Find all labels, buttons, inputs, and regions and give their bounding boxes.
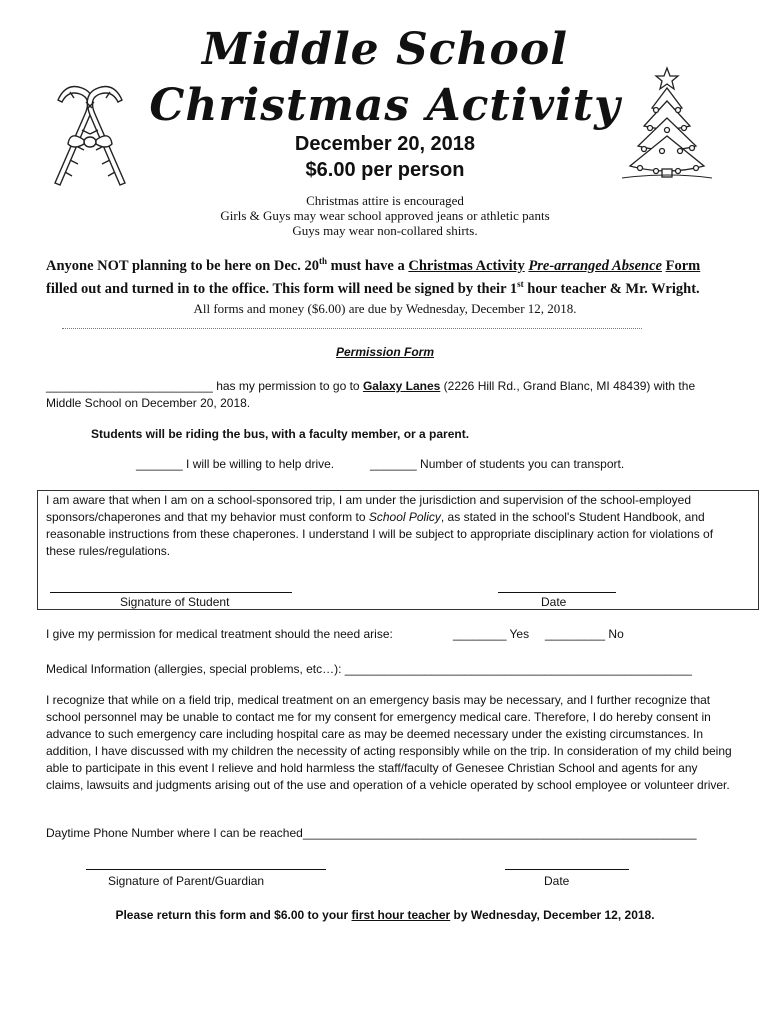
absence-notice: Anyone NOT planning to be here on Dec. 20th must have a Christmas Activity Pre-arranged Absence Form filled out and turned in to the office. This form will need be signed by their 1st hour teacher & Mr. Wright. [46,256,701,297]
student-date-line[interactable] [498,592,616,593]
drive-blank[interactable]: _______ [136,457,183,471]
due-note: All forms and money ($6.00) are due by Wednesday, December 12, 2018. [193,301,577,316]
student-date-label: Date [541,595,567,609]
return-instructions: Please return this form and $6.00 to your first hour teacher by Wednesday, December 12, 2018. [115,908,655,922]
medical-yes[interactable]: ________ Yes [453,627,530,641]
guardian-date-label: Date [544,874,570,888]
guardian-signature-label: Signature of Parent/Guardian [108,874,265,888]
medical-permission: I give my permission for medical treatment should the need arise: [46,627,393,641]
dress-code-3: Guys may wear non-collared shirts. [292,223,478,238]
dress-code-1: Christmas attire is encouraged [306,193,464,208]
medical-info-blank[interactable]: ____________________________________________________ [344,662,692,676]
permission-statement: _________________________ has my permission to go to Galaxy Lanes (2226 Hill Rd., Grand Blanc, MI 48439) with the Middle School on December 20, 2018. [46,379,696,410]
title-line-1: Middle School [202,24,568,75]
phone-blank[interactable]: ___________________________________________________________ [302,826,697,840]
event-price: $6.00 per person [305,159,465,181]
students-transport-option: _______ Number of students you can transport. [370,457,625,471]
drive-option: _______ I will be willing to help drive. [136,457,335,471]
student-signature-label: Signature of Student [120,595,230,609]
permission-form-heading: Permission Form [335,345,435,359]
event-date: December 20, 2018 [294,133,476,155]
guardian-date-line[interactable] [505,869,629,870]
student-signature-line[interactable] [50,592,292,593]
agreement-text: I am aware that when I am on a school-sponsored trip, I am under the jurisdiction and supervision of the school-employed sponsors/chaperones and that my behavior must conform to School Policy, as stated in the school's Student Handbook, and reasonable instructions from these chaperones. I understand I will be subject to appropriate disciplinary action for violations of these rules/regulations. [46,493,714,558]
guardian-signature-line[interactable] [86,869,326,870]
medical-consent: I recognize that while on a field trip, medical treatment on an emergency basis may be necessary, and I further recognize that school personnel may be unable to contact me for my consent for emergency medical care. Therefore, I do hereby consent in advance to such emergency care including hospital care as may be deemed necessary under the existing circumstances. In addition, I have discussed with my children the necessity of acting responsibly while on the trip. In consideration of my child being able to participate in this event I relieve and hold harmless the staff/faculty of Genesee Christian School and agents for any claims, lawsuits and judgments arising out of the use and operation of a vehicle operated by school employee or volunteer driver. [46,693,732,792]
title-line-2: Christmas Activity [149,80,621,131]
medical-no[interactable]: _________ No [545,627,624,641]
divider [62,328,642,329]
riding-note: Students will be riding the bus, with a faculty member, or a parent. [91,427,470,441]
phone-number: Daytime Phone Number where I can be reached___________________________________________________________ [46,826,697,840]
students-blank[interactable]: _______ [370,457,417,471]
dress-code-2: Girls & Guys may wear school approved jeans or athletic pants [220,208,550,223]
medical-info: Medical Information (allergies, special problems, etc…): ____________________________________________________ [46,662,692,676]
student-name-blank[interactable]: _________________________ [46,379,213,393]
